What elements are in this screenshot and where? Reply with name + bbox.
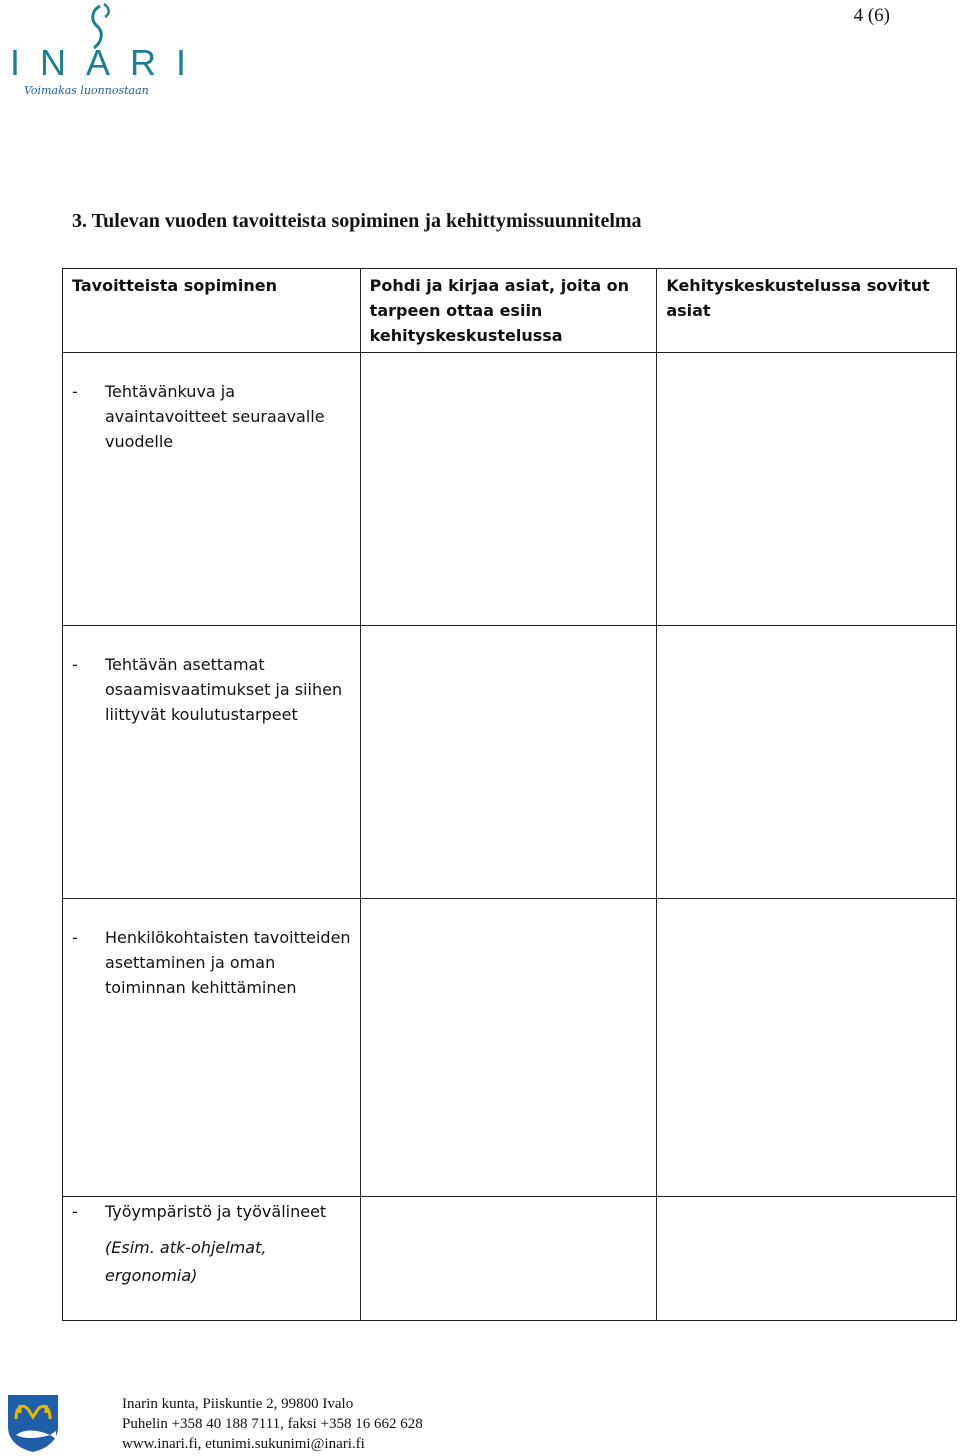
header-goals: Tavoitteista sopiminen: [63, 269, 361, 353]
logo-slogan: Voimakas luonnostaan: [24, 84, 149, 97]
table-header-row: [63, 269, 957, 353]
row-label: Henkilökohtaisten tavoitteiden asettaminen ja oman toiminnan kehittäminen: [105, 928, 351, 997]
reflect-input-cell[interactable]: [360, 1197, 657, 1321]
footer-web[interactable]: www.inari.fi, etunimi.sukunimi@inari.fi: [122, 1436, 365, 1452]
footer-contact: [122, 1394, 423, 1454]
bullet-dash: -: [72, 382, 78, 401]
bullet-dash: -: [72, 928, 78, 947]
reflect-input-cell[interactable]: [360, 626, 657, 899]
table-row: [63, 1197, 957, 1321]
logo-wordmark: INARI: [10, 42, 207, 83]
coat-of-arms-icon: [6, 1393, 60, 1453]
header-agreed: Kehityskeskustelussa sovitut asiat: [657, 269, 957, 353]
row-label: Tehtävänkuva ja avaintavoitteet seuraavalle vuodelle: [105, 382, 325, 451]
table-row: [63, 626, 957, 899]
footer-phone: Puhelin +358 40 188 7111, faksi +358 16 662 628: [122, 1416, 423, 1432]
reflect-input-cell[interactable]: [360, 899, 657, 1197]
row-label: Työympäristö ja työvälineet: [105, 1202, 327, 1221]
section-title: 3. Tulevan vuoden tavoitteista sopiminen ja kehittymissuunnitelma: [72, 210, 642, 232]
header-reflect: Pohdi ja kirjaa asiat, joita on tarpeen ottaa esiin kehityskeskustelussa: [360, 269, 657, 353]
bullet-dash: -: [72, 655, 78, 674]
agreed-input-cell[interactable]: [657, 626, 957, 899]
inari-logo: [4, 2, 207, 100]
goals-table: [62, 268, 957, 1321]
bullet-dash: -: [72, 1202, 78, 1221]
row-label-cell: [63, 626, 361, 899]
row-note: (Esim. atk-ohjelmat, ergonomia): [105, 1238, 267, 1285]
reflect-input-cell[interactable]: [360, 353, 657, 626]
footer-address: Inarin kunta, Piiskuntie 2, 99800 Ivalo: [122, 1396, 354, 1412]
row-label-cell: [63, 353, 361, 626]
page-number: 4 (6): [853, 5, 890, 26]
agreed-input-cell[interactable]: [657, 899, 957, 1197]
table-row: [63, 899, 957, 1197]
agreed-input-cell[interactable]: [657, 1197, 957, 1321]
row-label-cell: [63, 899, 361, 1197]
row-label: Tehtävän asettamat osaamisvaatimukset ja siihen liittyvät koulutustarpeet: [105, 655, 343, 724]
row-label-cell: [63, 1197, 361, 1321]
table-row: [63, 353, 957, 626]
agreed-input-cell[interactable]: [657, 353, 957, 626]
